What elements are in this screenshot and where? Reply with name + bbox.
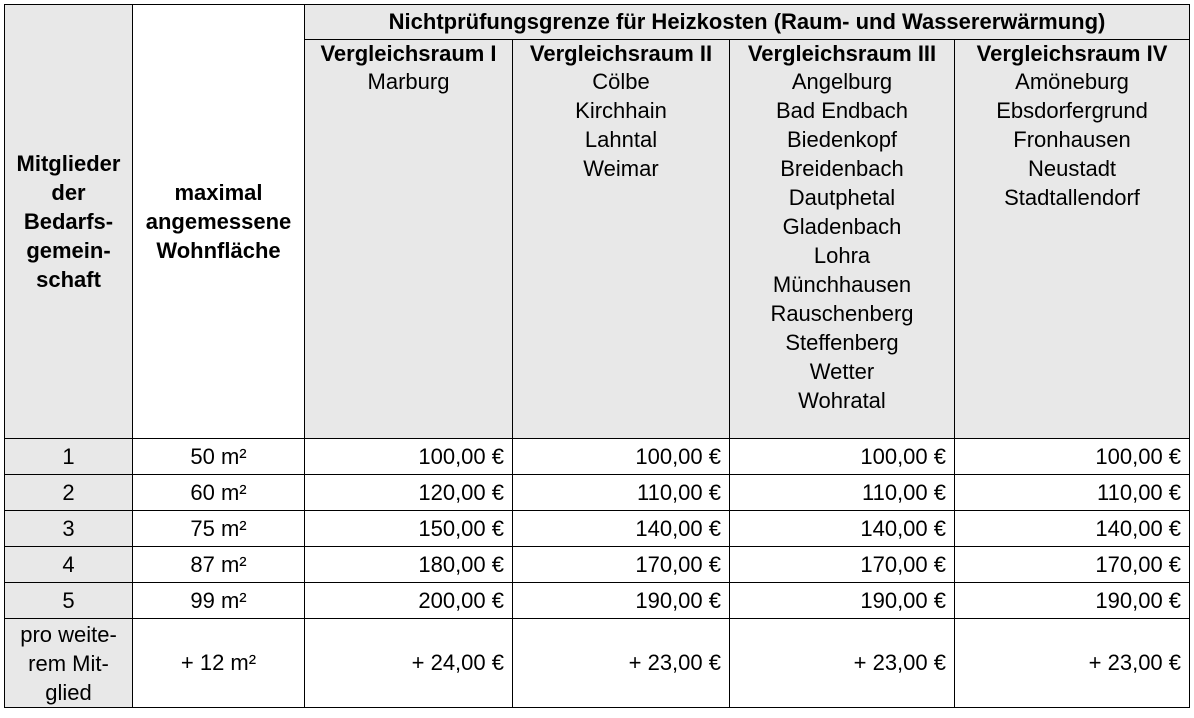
- members-header-line: Bedarfs-: [23, 209, 114, 234]
- limit-cell-area-4: 100,00 €: [955, 439, 1190, 475]
- members-cell: 2: [5, 475, 133, 511]
- limit-cell-area-1: 200,00 €: [305, 583, 513, 619]
- limit-cell-area-1: 120,00 €: [305, 475, 513, 511]
- limit-cell-area-4: 140,00 €: [955, 511, 1190, 547]
- town-name: Biedenkopf: [786, 127, 898, 152]
- town-name: Bad Endbach: [775, 98, 909, 123]
- living-space-header-line: angemessene: [145, 209, 292, 234]
- table-row: [5, 439, 1190, 475]
- area-header-3: [730, 40, 955, 439]
- members-header-line: gemein-: [26, 238, 111, 263]
- living-space-cell: 99 m²: [133, 583, 305, 619]
- group-header: Nichtprüfungsgrenze für Heizkosten (Raum- und Wassererwärmung): [305, 5, 1190, 40]
- table-row-additional-member: [5, 619, 1190, 708]
- limit-cell-area-3: 110,00 €: [730, 475, 955, 511]
- living-space-cell: 75 m²: [133, 511, 305, 547]
- members-cell-line: glied: [45, 679, 92, 705]
- table-row: [5, 475, 1190, 511]
- town-name: Fronhausen: [1013, 127, 1131, 152]
- town-name: Wohratal: [798, 388, 886, 413]
- area-title: Vergleichsraum I: [320, 41, 497, 66]
- limit-cell-area-3: + 23,00 €: [730, 619, 955, 708]
- members-cell-line: rem Mit-: [28, 650, 109, 676]
- town-name: Lohra: [813, 243, 871, 268]
- header-row-top: [5, 5, 1190, 40]
- members-cell: 4: [5, 547, 133, 583]
- area-header-2: [513, 40, 730, 439]
- town-name: Steffenberg: [785, 330, 899, 355]
- limit-cell-area-4: 110,00 €: [955, 475, 1190, 511]
- members-header: [5, 5, 133, 439]
- town-name: Lahntal: [584, 127, 658, 152]
- living-space-header-line: maximal: [174, 180, 263, 205]
- area-header-4: [955, 40, 1190, 439]
- members-header-line: schaft: [36, 267, 101, 292]
- limit-cell-area-3: 140,00 €: [730, 511, 955, 547]
- town-name: Dautphetal: [788, 185, 896, 210]
- limit-cell-area-2: 140,00 €: [513, 511, 730, 547]
- members-cell-line: pro weite-: [20, 621, 117, 647]
- town-name: Neustadt: [1027, 156, 1117, 181]
- living-space-cell: + 12 m²: [133, 619, 305, 708]
- table-row: [5, 511, 1190, 547]
- limit-cell-area-3: 100,00 €: [730, 439, 955, 475]
- limit-cell-area-4: + 23,00 €: [955, 619, 1190, 708]
- limit-cell-area-2: 170,00 €: [513, 547, 730, 583]
- members-header-line: der: [51, 180, 86, 205]
- town-name: Amöneburg: [1015, 69, 1129, 94]
- heating-cost-table: [4, 4, 1190, 708]
- limit-cell-area-1: 100,00 €: [305, 439, 513, 475]
- living-space-cell: 50 m²: [133, 439, 305, 475]
- town-name: Weimar: [583, 156, 659, 181]
- limit-cell-area-4: 170,00 €: [955, 547, 1190, 583]
- town-name: Marburg: [367, 69, 450, 94]
- limit-cell-area-3: 170,00 €: [730, 547, 955, 583]
- town-name: Münchhausen: [772, 272, 912, 297]
- town-name: Kirchhain: [575, 98, 667, 123]
- living-space-cell: 87 m²: [133, 547, 305, 583]
- members-cell: 3: [5, 511, 133, 547]
- living-space-cell: 60 m²: [133, 475, 305, 511]
- limit-cell-area-2: 190,00 €: [513, 583, 730, 619]
- town-name: Angelburg: [791, 69, 893, 94]
- table-wrapper: [4, 4, 1190, 708]
- table-row: [5, 547, 1190, 583]
- area-header-1: [305, 40, 513, 439]
- members-cell: [5, 619, 133, 708]
- town-name: Ebsdorfergrund: [996, 98, 1148, 123]
- limit-cell-area-2: + 23,00 €: [513, 619, 730, 708]
- town-name: Rauschenberg: [770, 301, 914, 326]
- area-title: Vergleichsraum III: [747, 41, 937, 66]
- town-name: Wetter: [809, 359, 875, 384]
- area-title: Vergleichsraum IV: [976, 41, 1168, 66]
- table-row: [5, 583, 1190, 619]
- members-cell: 5: [5, 583, 133, 619]
- living-space-header-line: Wohnfläche: [156, 238, 281, 263]
- limit-cell-area-1: 180,00 €: [305, 547, 513, 583]
- living-space-header: [133, 5, 305, 439]
- town-name: Breidenbach: [780, 156, 904, 181]
- area-title: Vergleichsraum II: [529, 41, 713, 66]
- members-header-line: Mitglieder: [16, 151, 121, 176]
- town-name: Stadtallendorf: [1004, 185, 1140, 210]
- limit-cell-area-2: 100,00 €: [513, 439, 730, 475]
- members-cell: 1: [5, 439, 133, 475]
- town-name: Cölbe: [592, 69, 650, 94]
- town-name: Gladenbach: [782, 214, 902, 239]
- limit-cell-area-1: 150,00 €: [305, 511, 513, 547]
- limit-cell-area-1: + 24,00 €: [305, 619, 513, 708]
- limit-cell-area-2: 110,00 €: [513, 475, 730, 511]
- limit-cell-area-4: 190,00 €: [955, 583, 1190, 619]
- limit-cell-area-3: 190,00 €: [730, 583, 955, 619]
